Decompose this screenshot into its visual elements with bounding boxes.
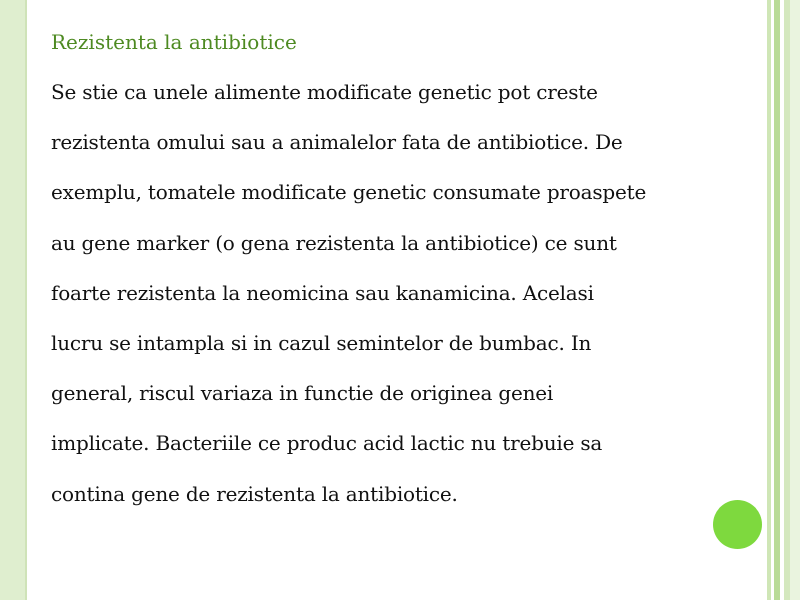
right-frame-stripes bbox=[764, 0, 800, 600]
slide-body-text bbox=[51, 78, 757, 530]
body-line: implicate. Bacteriile ce produc acid lactic nu trebuie sa bbox=[51, 431, 603, 456]
left-frame-border bbox=[0, 0, 27, 600]
body-line: rezistenta omului sau a animalelor fata de antibiotice. De bbox=[51, 130, 623, 155]
body-line: exemplu, tomatele modificate genetic consumate proaspete bbox=[51, 180, 647, 205]
slide-title: Rezistenta la antibiotice bbox=[51, 30, 297, 54]
body-line: contina gene de rezistenta la antibiotice. bbox=[51, 481, 458, 506]
body-line: au gene marker (o gena rezistenta la antibiotice) ce sunt bbox=[51, 230, 617, 255]
body-line: foarte rezistenta la neomicina sau kanamicina. Acelasi bbox=[51, 280, 594, 305]
decorative-green-circle bbox=[713, 500, 762, 549]
body-line: Se stie ca unele alimente modificate genetic pot creste bbox=[51, 80, 598, 104]
body-line: general, riscul variaza in functie de originea genei bbox=[51, 381, 554, 406]
body-line: lucru se intampla si in cazul semintelor de bumbac. In bbox=[51, 330, 592, 355]
